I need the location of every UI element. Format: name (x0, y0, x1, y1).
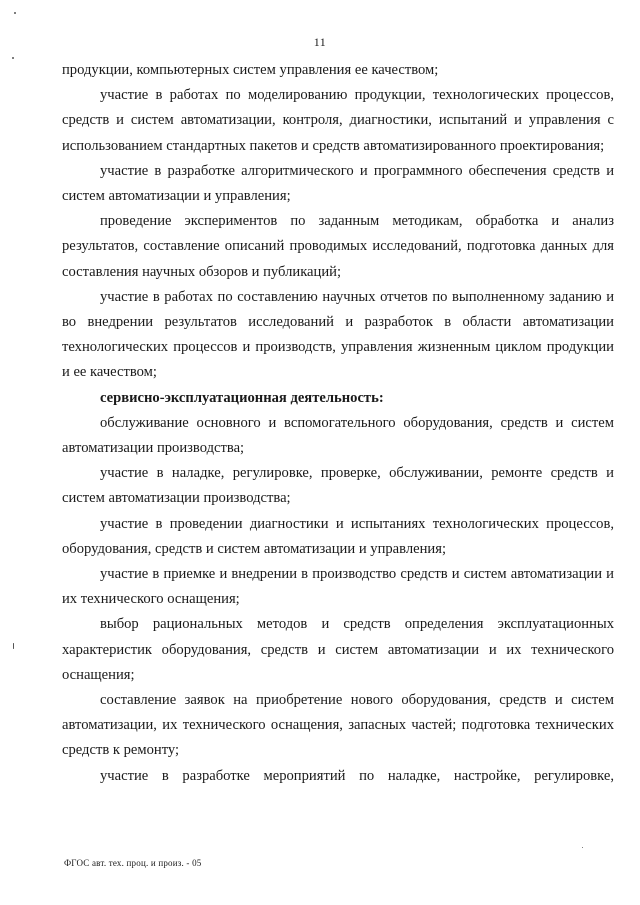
paragraph-experiments: проведение экспериментов по заданным методикам, обработка и анализ результатов, составление описаний проводимых исследований, подготовка данных для составления научных обзоров и публикаций; (62, 213, 614, 280)
scan-speck (14, 12, 16, 14)
paragraph-algorithmic-software: участие в разработке алгоритмического и программного обеспечения средств и систем автоматизации и управления; (62, 162, 614, 205)
paragraph-measures-development: участие в разработке мероприятий по наладке, настройке, регулировке, (100, 767, 614, 784)
paragraph-adjustment-repair: участие в наладке, регулировке, проверке, обслуживании, ремонте средств и систем автоматизации производства; (62, 465, 614, 507)
paragraph-modeling: участие в работах по моделированию продукции, технологических процессов, средств и систем автоматизации, контроля, диагностики, испытаний и управления с использованием стандартных пакетов и средств автоматизированного проектирования; (62, 87, 614, 154)
document-body (62, 58, 614, 789)
paragraph-acceptance-implementation: участие в приемке и внедрении в производство средств и систем автоматизации и их технического оснащения; (62, 566, 614, 608)
paragraph-equipment-requests: составление заявок на приобретение нового оборудования, средств и систем автоматизации, их технического оснащения, запасных частей; подготовка технических средств к ремонту; (62, 692, 614, 759)
paragraph-equipment-maintenance: обслуживание основного и вспомогательного оборудования, средств и систем автоматизации производства; (62, 414, 614, 457)
scan-speck (582, 847, 583, 848)
scan-speck (13, 643, 14, 649)
paragraph-continuation: продукции, компьютерных систем управления ее качеством; (62, 62, 439, 78)
page-footer: ФГОС авт. тех. проц. и произ. - 05 (64, 858, 202, 868)
scan-speck (12, 57, 14, 59)
paragraph-diagnostics-testing: участие в проведении диагностики и испытаниях технологических процессов, оборудования, средств и систем автоматизации и управления; (62, 515, 614, 557)
page-number: 11 (313, 35, 327, 49)
paragraph-method-selection: выбор рациональных методов и средств определения эксплуатационных характеристик оборудования, средств и систем автоматизации и их технического оснащения; (62, 616, 614, 683)
section-heading-service-operation: сервисно-эксплуатационная деятельность: (100, 389, 384, 406)
paragraph-scientific-reports: участие в работах по составлению научных отчетов по выполненному заданию и во внедрении результатов исследований и разработок в области автоматизации технологических процессов и производств, управления жизненным циклом продукции и ее качеством; (62, 288, 614, 381)
